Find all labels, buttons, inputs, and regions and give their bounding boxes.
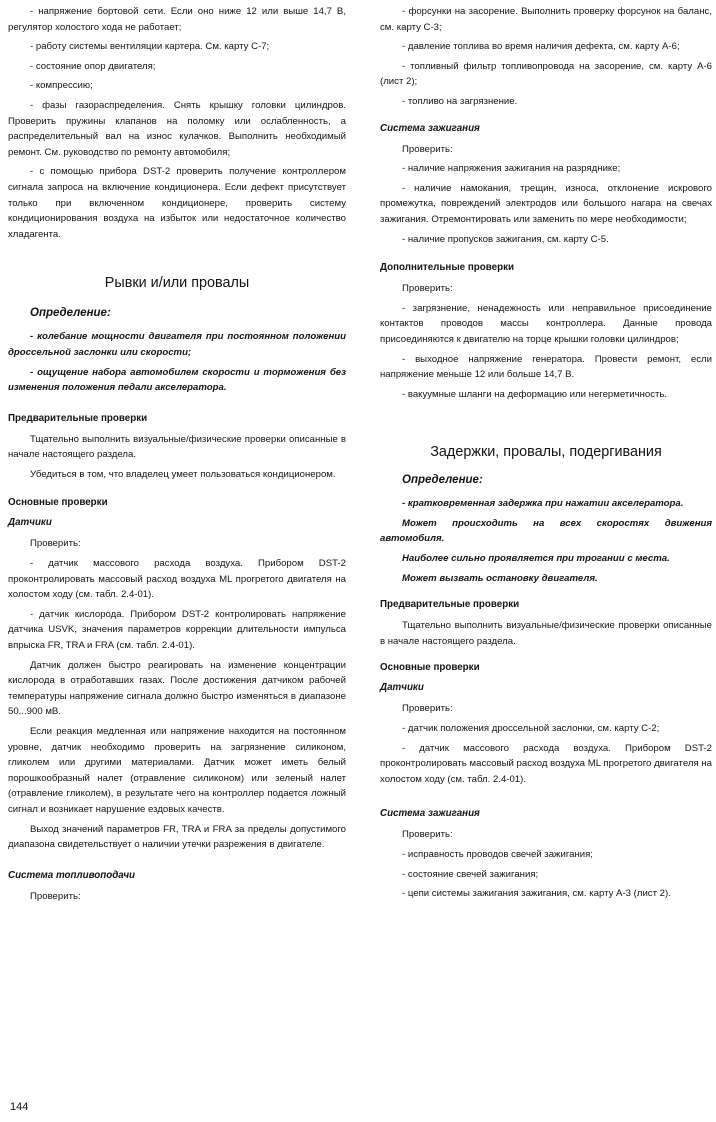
definition-item: - кратковременная задержка при нажатии акселератора. (402, 498, 684, 510)
paragraph: - наличие напряжения зажигания на разряднике; (402, 163, 621, 175)
section-title: Рывки и/или провалы (104, 275, 250, 292)
paragraph: - с помощью прибора DST-2 проверить получение контроллером сигнала запроса на включение кондиционера. Если дефект присутствует только при включенном кондиционере, проверить систему кондиционирования воздуха на избыток или недостаточное количество хладагента. (8, 166, 346, 240)
paragraph: Если реакция медленная или напряжение находится на постоянном уровне, датчик необходимо проверить на загрязнение силиконом, гликолем или другими материалами. Датчик может иметь белый порошкообразный налет (отравление силиконом) или зеленый налет (отравление гликолем), в результате чего на контроллер подается ложный сигнал и возникает нарушение ездовых качеств. (8, 726, 346, 815)
right-column (380, 4, 712, 906)
check-label: Проверить: (30, 890, 81, 902)
subsection-heading-italic: Датчики (380, 682, 424, 694)
subsection-heading-italic: Система зажигания (380, 122, 480, 134)
paragraph: - состояние свечей зажигания; (402, 868, 539, 880)
check-label: Проверить: (402, 703, 453, 715)
definition-item: - ощущение набора автомобилем скорости и торможения без изменения положения педали акселератора. (8, 366, 346, 394)
subsection-heading: Предварительные проверки (380, 599, 520, 611)
page-number: 144 (10, 1101, 29, 1113)
paragraph: Тщательно выполнить визуальные/физические проверки описанные в начале настоящего раздела. (380, 620, 712, 647)
paragraph: Тщательно выполнить визуальные/физические проверки описанные в начале настоящего раздела. (8, 433, 346, 461)
paragraph: Убедиться в том, что владелец умеет пользоваться кондиционером. (30, 468, 336, 480)
paragraph: - топливный фильтр топливопровода на засорение, см. карту А-6 (лист 2); (380, 60, 712, 88)
paragraph: - вакуумные шланги на деформацию или негерметичность. (402, 388, 668, 400)
paragraph: - датчик массового расхода воздуха. Прибором DST-2 проконтролировать массовый расход воздуха ML прогретого двигателя на холостом ходу (см. табл. 2.4-01). (8, 558, 346, 601)
definition-heading: Определение: (30, 307, 111, 320)
subsection-heading-italic: Система топливоподачи (8, 869, 136, 881)
paragraph: - наличие намокания, трещин, износа, отклонение искрового промежутка, повреждений электродов или большого нагара на свечах зажигания. Отремонтировать или заменить по мере необходимости; (380, 182, 712, 225)
paragraph: - работу системы вентиляции картера. См. карту С-7; (30, 41, 270, 53)
check-label: Проверить: (402, 829, 453, 841)
subsection-heading-italic: Датчики (8, 517, 52, 529)
definition-heading: Определение: (402, 474, 483, 487)
definition-item: Наиболее сильно проявляется при трогании с места. (402, 553, 670, 565)
paragraph: - датчик положения дроссельной заслонки, см. карту С-2; (402, 723, 660, 735)
subsection-heading: Дополнительные проверки (380, 262, 514, 274)
subsection-heading-italic: Система зажигания (380, 808, 480, 820)
left-column (8, 4, 346, 908)
section-title: Задержки, провалы, подергивания (430, 444, 662, 461)
definition-item: Может происходить на всех скоростях движения автомобиля. (380, 517, 712, 545)
paragraph: - наличие пропусков зажигания, см. карту С-5. (402, 233, 609, 245)
paragraph: Выход значений параметров FR, TRA и FRA за пределы допустимого диапазона свидетельствует о наличии утечки разрежения в двигателе. (8, 823, 346, 851)
paragraph: Датчик должен быстро реагировать на изменение концентрации кислорода в отработавших газах. После достижения датчиком рабочей температуры напряжение сигнала должно быстро изменяться в диапазоне 50...900 мВ. (8, 659, 346, 718)
paragraph: - компрессию; (30, 80, 93, 92)
subsection-heading: Предварительные проверки (8, 412, 148, 424)
paragraph: - датчик кислорода. Прибором DST-2 контролировать напряжение датчика USVK, значения параметров коррекции длительности импульса впрыска FR, TRA и FRA (см. табл. 2.4-01). (8, 608, 346, 652)
definition-item: - колебание мощности двигателя при постоянном положении дроссельной заслонки или скорости; (8, 331, 346, 358)
subsection-heading: Основные проверки (8, 497, 108, 509)
subsection-heading: Основные проверки (380, 662, 480, 674)
paragraph: - исправность проводов свечей зажигания; (402, 849, 593, 860)
paragraph: - фазы газораспределения. Снять крышку головки цилиндров. Проверить пружины клапанов на поломку или ослабленность, а распределительный вал на износ кулачков. Выполнить необходимый ремонт. См. руководство по ремонту автомобиля; (8, 99, 346, 158)
paragraph: - цепи системы зажигания зажигания, см. карту А-3 (лист 2). (402, 888, 671, 900)
paragraph: - форсунки на засорение. Выполнить проверку форсунок на баланс, см. карту С-3; (380, 6, 712, 33)
paragraph: - напряжение бортовой сети. Если оно ниже 12 или выше 14,7 В, регулятор холостого хода не работает; (8, 6, 346, 33)
check-label: Проверить: (402, 283, 453, 295)
paragraph: - загрязнение, ненадежность или неправильное присоединение контактов проводов массы контроллера. Данные провода присоединяются к двигателю на торце крышки головки цилиндров; (380, 302, 712, 345)
paragraph: - датчик массового расхода воздуха. Прибором DST-2 проконтролировать массовый расход воздуха ML прогретого двигателя на холостом ходу (см. табл. 2.4-01). (380, 742, 712, 785)
paragraph: - выходное напряжение генератора. Провести ремонт, если напряжение меньше 12 или больше 14,7 В. (380, 353, 712, 381)
definition-item: Может вызвать остановку двигателя. (402, 572, 598, 584)
check-label: Проверить: (402, 143, 453, 155)
paragraph: - давление топлива во время наличия дефекта, см. карту А-6; (402, 41, 680, 53)
paragraph: - топливо на загрязнение. (402, 95, 518, 107)
paragraph: - состояние опор двигателя; (30, 60, 156, 72)
check-label: Проверить: (30, 538, 81, 550)
